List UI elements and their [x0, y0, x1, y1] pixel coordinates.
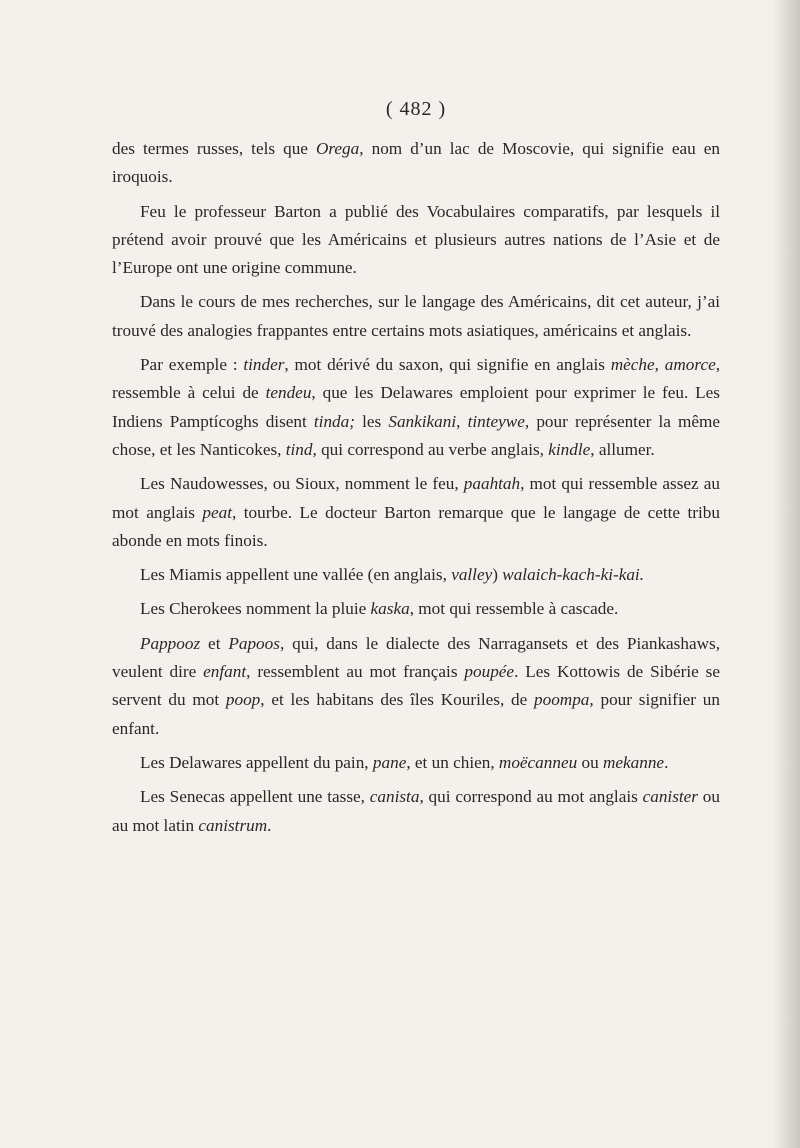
- text-run: .: [267, 815, 272, 835]
- italic-term: canista: [369, 787, 420, 807]
- text-run: ,: [456, 411, 468, 431]
- text-run: , mot qui ressemble assez au mot anglais: [112, 474, 720, 522]
- text-run: Dans le cours de mes recherches, sur le langage des Américains, dit cet auteur, j’ai trouvé des analogies frappantes entre certains mots asiatiques, américains et anglais.: [112, 292, 720, 340]
- text-run: , qui, dans le dialecte des Narragansets et des Piankashaws, veulent dire: [112, 633, 720, 682]
- text-run: Les Miamis appellent une vallée (en anglais,: [140, 565, 452, 585]
- italic-term: mèche: [610, 355, 655, 375]
- text-run: Les Cherokees nomment la pluie: [140, 599, 371, 619]
- italic-term: paahtah: [463, 474, 521, 494]
- italic-term: walaich-kach-ki-kai.: [502, 565, 644, 585]
- text-run: ou au mot latin: [112, 787, 720, 835]
- italic-term: Sankikani: [388, 411, 457, 431]
- italic-term: amorce: [664, 355, 716, 375]
- text-run: . Les Kottowis de Sibérie se servent du mot: [112, 662, 720, 710]
- text-run: , ressemble à celui de: [112, 355, 721, 403]
- italic-term: Orega: [315, 139, 360, 158]
- italic-term: tinteywe: [467, 411, 525, 431]
- italic-term: peat: [202, 502, 232, 522]
- italic-term: valley: [451, 565, 493, 585]
- text-run: , nom d’un lac de Moscovie, qui signifie eau en iroquois.: [112, 139, 720, 187]
- text-run: , allumer.: [590, 439, 655, 459]
- italic-term: canister: [642, 787, 698, 807]
- body-text: [112, 135, 720, 840]
- italic-term: canistrum: [198, 815, 268, 835]
- text-run: Les Senecas appellent une tasse,: [140, 787, 370, 807]
- paragraph: [112, 783, 720, 840]
- italic-term: Pappooz: [140, 633, 201, 653]
- text-run: Les Delawares appellent du pain,: [140, 752, 373, 772]
- italic-term: mekanne: [602, 752, 665, 772]
- text-run: , qui correspond au mot anglais: [419, 787, 643, 807]
- italic-term: tinda;: [313, 411, 355, 431]
- italic-term: tinder: [243, 355, 285, 375]
- text-run: Les Naudowesses, ou Sioux, nomment le feu,: [140, 474, 464, 494]
- italic-term: tind: [285, 439, 313, 459]
- text-run: et: [200, 633, 229, 653]
- paragraph: [112, 198, 720, 283]
- italic-term: poompa: [534, 690, 590, 710]
- italic-term: kaska: [370, 599, 410, 619]
- italic-term: poop: [225, 690, 261, 710]
- text-run: .: [664, 752, 669, 772]
- text-run: Par exemple :: [140, 355, 244, 375]
- text-run: , pour signifier un enfant.: [112, 690, 720, 738]
- page-edge-shadow: [772, 0, 800, 1148]
- text-run: des termes russes, tels que: [112, 139, 316, 158]
- text-run: , qui correspond au verbe anglais,: [312, 439, 549, 459]
- text-run: ,: [654, 355, 665, 375]
- text-run: Feu le professeur Barton a publié des Vocabulaires comparatifs, par lesquels il prétend avoir prouvé que les Américains et plusieurs autres nations de l’Asie et de l’Europe ont une origine commune.: [112, 201, 720, 278]
- text-run: , mot qui ressemble à cascade.: [409, 599, 619, 619]
- text-run: les: [354, 411, 389, 431]
- paragraph: [112, 749, 720, 777]
- italic-term: pane: [372, 752, 407, 772]
- text-run: , et les habitans des îles Kouriles, de: [260, 690, 535, 710]
- italic-term: Papoos: [228, 633, 280, 653]
- page-number: ( 482 ): [385, 98, 447, 120]
- paragraph: [112, 630, 720, 743]
- paragraph: [112, 561, 720, 589]
- text-run: , et un chien,: [406, 752, 499, 772]
- text-run: , ressemblent au mot français: [246, 662, 465, 682]
- text-run: , tourbe. Le docteur Barton remarque que le langage de cette tribu abonde en mots finois.: [112, 502, 720, 550]
- paragraph: [112, 595, 720, 623]
- italic-term: enfant: [203, 662, 247, 682]
- text-run: , pour représenter la même chose, et les Nanticokes,: [112, 411, 721, 459]
- book-page: [112, 98, 720, 846]
- paragraph: [112, 135, 720, 192]
- paragraph: [112, 470, 720, 555]
- text-run: , mot dérivé du saxon, qui signifie en anglais: [284, 355, 611, 375]
- italic-term: moëcanneu: [498, 752, 578, 772]
- italic-term: kindle: [548, 439, 591, 459]
- paragraph: [112, 351, 720, 464]
- text-run: ou: [577, 752, 603, 772]
- paragraph: [112, 288, 720, 345]
- text-run: ): [492, 565, 503, 585]
- italic-term: poupée: [464, 662, 515, 682]
- italic-term: tendeu: [265, 383, 312, 403]
- text-run: , que les Delawares emploient pour exprimer le feu. Les Indiens Pamptícoghs disent: [112, 383, 720, 431]
